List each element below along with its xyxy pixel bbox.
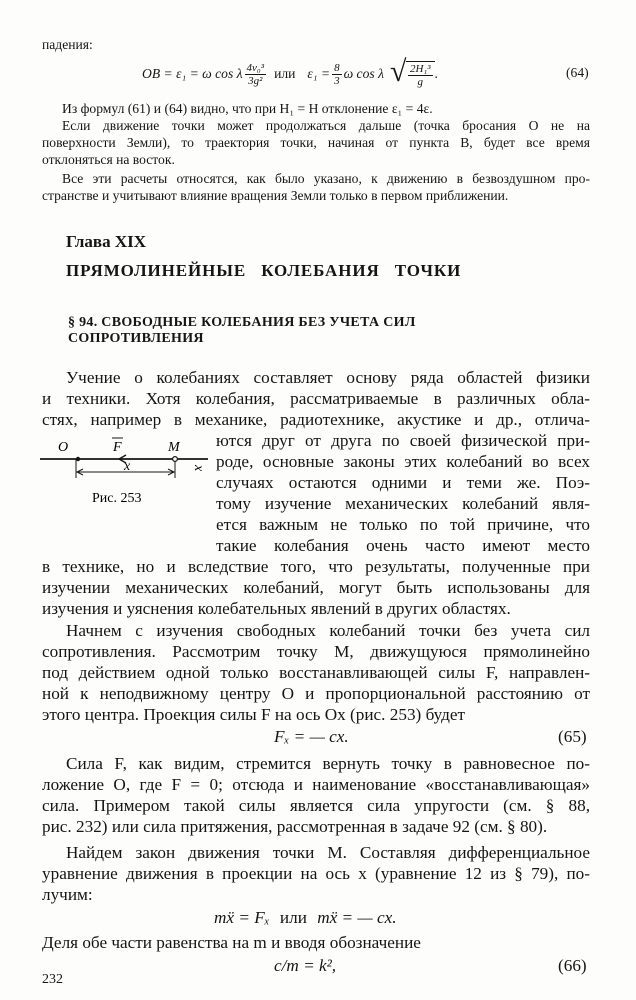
figure-caption: Рис. 253 — [92, 491, 142, 506]
para2-line-2: сопротивления. Рассмотрим точку M, движущуюся прямолинейно — [42, 642, 590, 661]
small-paragraph-2-line-1: Если движение точки может продолжаться дальше (точка бросания O не на — [62, 118, 590, 133]
small-paragraph-2-line-2: поверхности Земли), то траектория точки, начиная от пункта B, будет все время — [42, 135, 590, 150]
section-heading-line-1: § 94. СВОБОДНЫЕ КОЛЕБАНИЯ БЕЗ УЧЕТА СИЛ — [68, 315, 416, 330]
para2-line-3: под действием одной только восстанавливающей силы F, направлен- — [42, 663, 590, 682]
eq-motion-left: mẍ = Fₓ — [214, 908, 270, 927]
eq66-number: (66) — [558, 956, 587, 975]
para3-line-3: сила. Примером такой силы является сила упругости (см. § 88, — [42, 796, 590, 815]
para1-wrap-line-4: тому изучение механических колебаний явля- — [216, 494, 590, 513]
chapter-title: ПРЯМОЛИНЕЙНЫЕ КОЛЕБАНИЯ ТОЧКИ — [66, 261, 462, 280]
small-paragraph-1: Из формул (61) и (64) видно, что при H₁ = H отклонение ε₁ = 4ε. — [62, 101, 433, 116]
figure-label-M: M — [168, 440, 180, 455]
para1-wrap-line-1: ются друг от друга по своей физической при- — [216, 431, 590, 450]
page-number: 232 — [42, 972, 63, 987]
para1-wrap-line-2: роде, основные законы этих колебаний во всех — [216, 452, 590, 471]
eq64-number: (64) — [566, 65, 589, 80]
para3-line-2: ложение O, где F = 0; отсюда и наименование «восстанавливающая» — [42, 775, 590, 794]
para3-line-4: рис. 232) или сила притяжения, рассмотренная в задаче 92 (см. § 80). — [42, 817, 548, 836]
equation-66: c/m = k², — [274, 956, 337, 975]
eq-motion-or: или — [279, 908, 307, 927]
figure-label-O: O — [58, 440, 69, 455]
eq64-sqrt-num: 2H₁³ — [409, 62, 431, 75]
para1-wrap-line-6: такие колебания очень часто имеют место — [216, 536, 590, 555]
small-paragraph-3-line-2: странстве и учитывают влияние вращения Земли только в первом приближении. — [42, 188, 509, 203]
eq64-sqrt-frac — [408, 63, 433, 88]
para1-line-2: и техники. Хотя колебания, рассматриваемые в различных обла- — [42, 389, 590, 408]
section-heading-line-2: СОПРОТИВЛЕНИЯ — [68, 331, 204, 346]
figure-label-x: x — [124, 459, 131, 474]
eq64-or: или — [274, 66, 296, 82]
para2-line-1: Начнем с изучения свободных колебаний точки без учета сил — [66, 621, 590, 640]
eq64-sqrt-den: g — [417, 75, 423, 88]
equation-motion — [214, 907, 397, 929]
equation-64 — [142, 52, 438, 96]
equation-65: Fₓ = — cx. — [274, 727, 349, 746]
para4-line-3: лучим: — [42, 885, 93, 904]
para1-line-3: стях, например в механике, радиотехнике, акустике и др., отлича- — [42, 410, 590, 429]
para1-rest-line-3: изучения и уяснения колебательных явлений в других областях. — [42, 599, 511, 618]
eq64-mid: ω cos λ — [343, 66, 384, 82]
para1-line-1: Учение о колебаниях составляет основу ряда областей физики — [66, 368, 590, 387]
top-word: падения: — [42, 37, 93, 52]
figure-point-M — [173, 457, 178, 462]
eq64-frac1-num: 4v₀³ — [246, 61, 265, 74]
para1-rest-line-1: в технике, но и вследствие того, что результаты, полученные при — [42, 557, 590, 576]
eq64-frac2-den: 3 — [334, 74, 340, 87]
para4-line-1: Найдем закон движения точки M. Составляя дифференциальное — [66, 843, 590, 862]
para1-wrap-line-5: ется важным не только по той причине, что — [216, 515, 590, 534]
eq-motion-right: mẍ = — cx. — [317, 908, 397, 927]
para1-rest-line-2: изучении механических колебаний, могут быть использованы для — [42, 578, 590, 597]
eq64-lhs: OB = ε₁ = ω cos λ — [142, 66, 243, 82]
eq64-frac1 — [245, 62, 267, 87]
figure-253 — [36, 430, 214, 530]
figure-label-F: F — [113, 440, 122, 455]
eq64-frac1-den: 3g² — [248, 74, 263, 87]
small-paragraph-2-line-3: отклоняться на восток. — [42, 152, 175, 167]
eq65-number: (65) — [558, 727, 587, 746]
para2-line-5: этого центра. Проекция силы F на ось Ox (рис. 253) будет — [42, 705, 466, 724]
figure-label-axis: x — [191, 465, 206, 472]
eq64-sqrt: √ $\frac{\text{2H₁³}}{g}$ — [390, 61, 435, 88]
eq64-frac2-num: 8 — [334, 61, 340, 74]
eq64-dot: . — [434, 66, 438, 82]
para1-wrap-line-3: случаях остаются одними и теми же. Поэ- — [216, 473, 590, 492]
small-paragraph-3-line-1: Все эти расчеты относятся, как было указано, к движению в безвоздушном про- — [62, 171, 590, 186]
para4-line-2: уравнение движения в проекции на ось x (уравнение 12 из § 79), по- — [42, 864, 590, 883]
para3-line-1: Сила F, как видим, стремится вернуть точку в равновесное по- — [66, 754, 590, 773]
para2-line-4: ной к неподвижному центру O и пропорциональной расстоянию от — [42, 684, 590, 703]
eq64-eps: ε₁ = — [307, 66, 331, 82]
eq64-frac2 — [332, 62, 342, 87]
chapter-label: Глава XIX — [66, 232, 147, 251]
para5: Деля обе части равенства на m и вводя обозначение — [42, 933, 421, 952]
